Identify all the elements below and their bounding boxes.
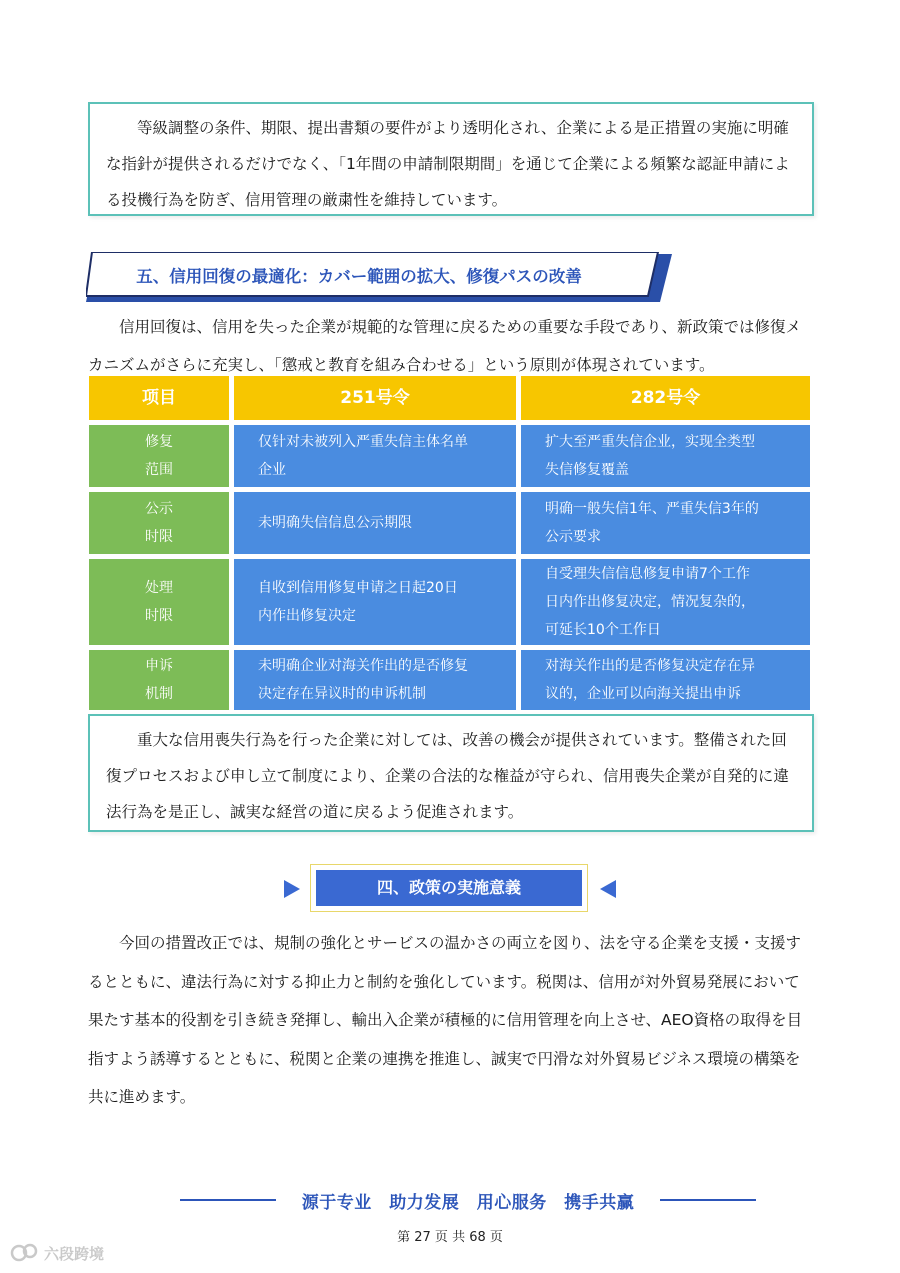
- section4-title: 四、政策の実施意義: [316, 870, 582, 906]
- table-header-251: 251号令: [234, 376, 516, 420]
- table-cell-item: 公示 时限: [89, 492, 229, 554]
- table-row: [89, 425, 810, 487]
- footer-slogan: [180, 1185, 756, 1215]
- section4-heading: [284, 864, 616, 914]
- comparison-table: [89, 376, 810, 715]
- table-row: [89, 559, 810, 645]
- slogan-text: 源于专业 助力发展 用心服务 携手共赢: [301, 1192, 635, 1213]
- section4-body-text: 今回の措置改正では、規制の強化とサービスの温かさの両立を図り、法を守る企業を支援・支援するとともに、違法行為に対する抑止力と制約を強化しています。税関は、信用が対外貿易発展において果たす基本的役割を引き続き発揮し、輸出入企業が積極的に信用管理を向上させ、AEO資格の取得を目指すよう誘導するとともに、税関と企業の連携を推進し、誠実で円滑な対外貿易ビジネス環境の構築を共に進めます。: [88, 934, 803, 1106]
- logo-icon: [10, 1242, 40, 1264]
- table-header-item: 项目: [89, 376, 229, 420]
- section5-banner: [86, 252, 672, 302]
- section5-title: 五、信用回復の最適化：カバー範囲の拡大、修復パスの改善: [136, 267, 582, 286]
- table-header-row: [89, 376, 810, 420]
- arrow-left-icon: [600, 880, 616, 898]
- page-number: 第 27 页 共 68 页: [397, 1230, 503, 1245]
- table-row: [89, 650, 810, 710]
- table-cell-item: 修复 范围: [89, 425, 229, 487]
- table-row: [89, 492, 810, 554]
- logo-text: 六段跨境: [44, 1244, 105, 1263]
- table-cell-251: 自收到信用修复申请之日起20日 内作出修复决定: [234, 559, 516, 645]
- table-cell-251: 仅针对未被列入严重失信主体名单 企业: [234, 425, 516, 487]
- company-logo: [10, 1240, 104, 1266]
- table-cell-282: 明确一般失信1年、严重失信3年的 公示要求: [521, 492, 810, 554]
- summary-box-mid: [88, 714, 814, 832]
- arrow-right-icon: [284, 880, 300, 898]
- table-cell-282: 扩大至严重失信企业，实现全类型 失信修复覆盖: [521, 425, 810, 487]
- slogan-line-left: [180, 1199, 276, 1201]
- table-cell-251: 未明确企业对海关作出的是否修复 决定存在异议时的申诉机制: [234, 650, 516, 710]
- summary-text-top: 等級調整の条件、期限、提出書類の要件がより透明化され、企業による是正措置の実施に明確な指針が提供されるだけでなく、「1年間の申請制限期間」を通じて企業による頻繁な認証申請による投機行為を防ぎ、信用管理の厳粛性を維持しています。: [106, 119, 790, 209]
- table-header-282: 282号令: [521, 376, 810, 420]
- section5-intro-text: 信用回復は、信用を失った企業が規範的な管理に戻るための重要な手段であり、新政策では修復メカニズムがさらに充実し、「懲戒と教育を組み合わせる」という原則が体現されています。: [88, 318, 802, 374]
- section5-intro: [88, 308, 810, 384]
- summary-text-mid: 重大な信用喪失行為を行った企業に対しては、改善の機会が提供されています。整備された回復プロセスおよび申し立て制度により、企業の合法的な権益が守られ、信用喪失企業が自発的に違法行為を是正し、誠実な経営の道に戻るよう促進されます。: [106, 731, 789, 821]
- table-cell-282: 对海关作出的是否修复决定存在异 议的，企业可以向海关提出申诉: [521, 650, 810, 710]
- section4-body: [88, 924, 810, 1117]
- table-cell-251: 未明确失信信息公示期限: [234, 492, 516, 554]
- table-cell-item: 申诉 机制: [89, 650, 229, 710]
- table-cell-282: 自受理失信信息修复申请7个工作 日内作出修复决定，情况复杂的， 可延长10个工作日: [521, 559, 810, 645]
- table-cell-item: 处理 时限: [89, 559, 229, 645]
- summary-box-top: [88, 102, 814, 216]
- slogan-line-right: [660, 1199, 756, 1201]
